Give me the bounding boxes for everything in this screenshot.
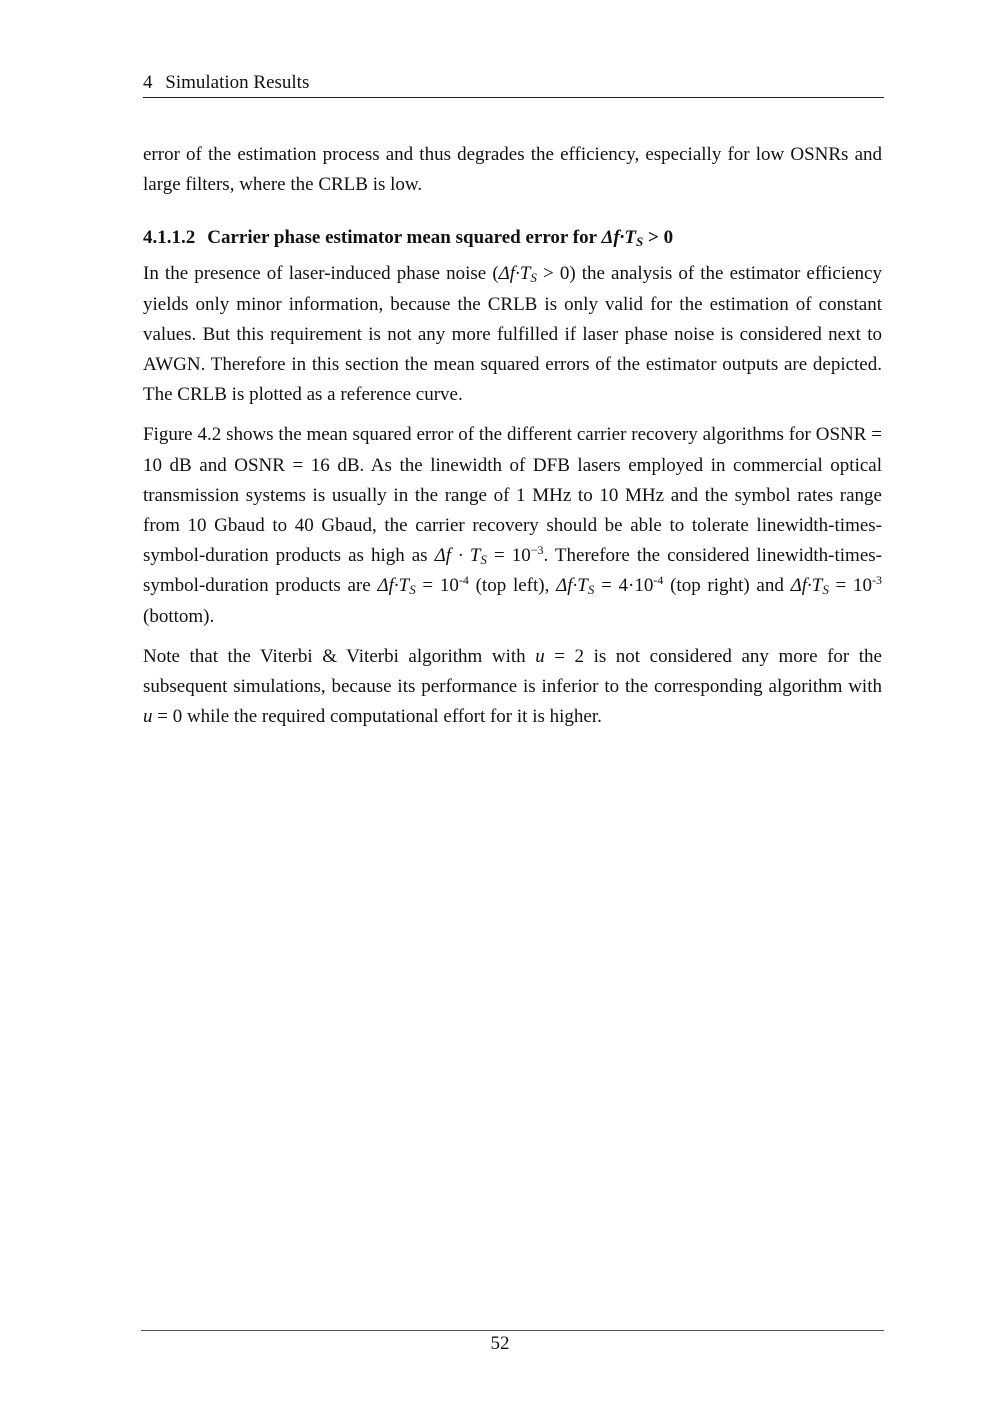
paragraph-phase-noise: In the presence of laser-induced phase noise $(\Delta f\cdot T_S > 0)$ the analysis of the estimator efficiency yields only minor information, because the CRLB is only valid for the estimation of constant values. But this requirement is not any more fulfilled if laser phase noise is considered next to AWGN. Therefore in this section the mean squared errors of the estimator outputs are depicted. The CRLB is plotted as a reference curve. [143,263,882,406]
section-number: 4.1.1.2 [143,227,196,249]
running-header [143,72,884,98]
page-body [143,140,882,742]
section-title-suffix: > 0 [643,227,674,249]
chapter-number: 4 [143,72,153,93]
page-number: 52 [490,1333,510,1354]
section-heading [143,225,882,251]
paragraph-viterbi-note: Note that the Viterbi & Viterbi algorithm with u = 2 is not considered any more for the subsequent simulations, because its performance is inferior to the corresponding algorithm with u = 0 while the required computational effort for it is higher. [143,645,882,728]
intro-paragraph: error of the estimation process and thus degrades the efficiency, especially for low OSNRs and large filters, where the CRLB is low. [143,144,882,196]
section-title-math: Δf·T [601,227,637,249]
footer-rule [141,1330,884,1331]
section-title-text: Carrier phase estimator mean squared error for [207,227,602,249]
chapter-title: Simulation Results [165,72,310,93]
section-title-subscript: S [636,234,644,250]
paragraph-figure-description: Figure 4.2 shows the mean squared error of the different carrier recovery algorithms for OSNR = 10 dB and OSNR = 16 dB. As the linewidth of DFB lasers employed in commercial optical transmission systems is usually in the range of 1 MHz to 10 MHz and the symbol rates range from 10 Gbaud to 40 Gbaud, the carrier recovery should be able to tolerate linewidth-times-symbol-duration products as high as $\Delta f \cdot T_S = 10^{-3}$. Therefore the considered linewidth-times-symbol-duration products are $\Delta f\cdot T_S = 10^{-4}$ (top left), $\Delta f\cdot T_S = 4\cdot 10^{-4}$ (top right) and $\Delta f\cdot T_S = 10^{-3}$ (bottom). [143,424,882,627]
